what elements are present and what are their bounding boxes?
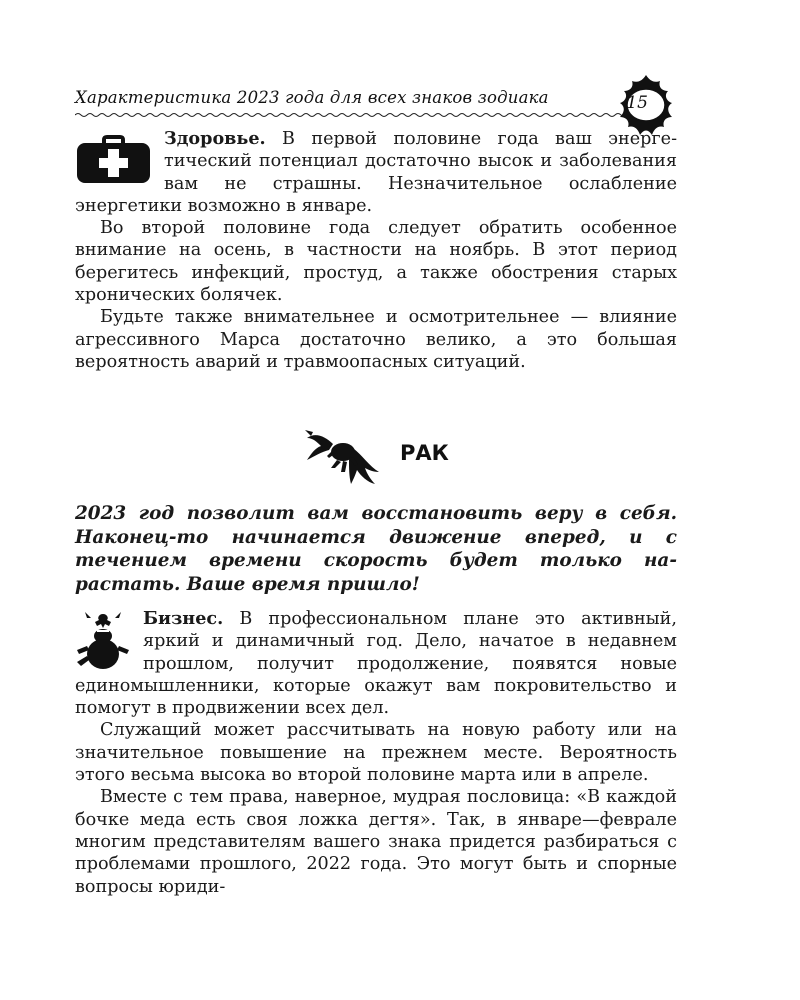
business-lead-word: Бизнес. — [143, 608, 224, 629]
health-paragraph-1: В первой половине года ваш энергетический потенциал достаточно высок и заболевания вам не страшны. Незначительное ослабление энергетики возможно в январе. — [75, 129, 678, 216]
health-paragraph-2: Во второй половине года следует обратить особенное внимание на осень, в частности на ноябрь. В этот период берегитесь инфекций, простуд, а также обострения старых хронических болячек. — [75, 218, 677, 306]
business-paragraph-1: В профессиональном плане это активный, яркий и динамичный год. Дело, начатое в недавнем прошлом, получит продолжение, появятся новые единомышленники, которые окажут вам покровительство и помогут в продвижении всех дел. — [75, 609, 677, 719]
health-lead-word: Здоровье. — [164, 128, 266, 149]
crayfish-icon — [303, 426, 385, 486]
running-header-title: Характеристика 2023 года для всех знаков зодиака — [75, 88, 549, 107]
page-number: 15 — [626, 93, 648, 113]
book-page — [75, 70, 678, 897]
zodiac-sign-name: РАК — [400, 441, 449, 465]
first-aid-kit-icon — [75, 134, 152, 184]
running-header — [75, 70, 677, 115]
business-paragraph-2: Служащий может рассчитывать на новую работу или на значительное повышение на прежнем месте. Вероятность этого весьма высока во второй половине марта или в апреле. — [75, 720, 677, 786]
health-paragraph-3: Будьте также внимательнее и осмотрительнее — влияние агрессивного Марса достаточно велико, а это большая вероятность аварий и травмоопасных ситуаций. — [75, 307, 677, 372]
wavy-rule — [75, 112, 630, 118]
health-section — [75, 128, 677, 373]
business-paragraph-3: Вместе с тем права, наверное, мудрая пословица: «В каждой бочке меда есть своя ложка дегтя». Так, в январе—феврале многим представителям вашего знака придется разбираться с проблемами прошлого, 2022 года. Это могут быть и спорные вопросы юриди- — [75, 787, 677, 897]
intro-paragraph: 2023 год позволит вам восстановить веру в себя. Наконец-то начинается движение вперед, и с течением времени скорость будет только нарастать. Ваше время пришло! — [75, 503, 677, 595]
zodiac-sign-heading — [75, 426, 677, 496]
business-section — [75, 608, 677, 898]
scarab-beetle-icon — [75, 610, 131, 672]
